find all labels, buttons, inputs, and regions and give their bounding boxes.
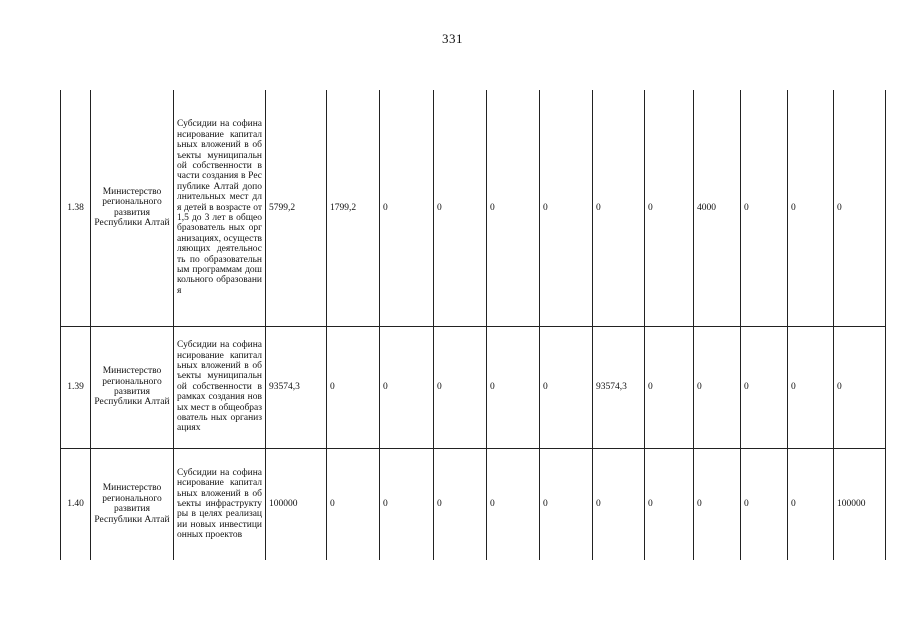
description-cell: Субсидии на софинансирование капитальных вложений в объекты муниципальной собственности в части создания в Республике Алтай дополнительных мест для детей в возрасте от 1,5 до 3 лет в общеобразователь ных организациях, осуществляющих деятельность по образовательным программам дошкольного образования	[174, 90, 266, 326]
organization-cell: Министерство регионального развития Республики Алтай	[91, 326, 174, 448]
row-number: 1.40	[61, 448, 91, 560]
value-cell: 0	[434, 90, 487, 326]
table-row	[61, 90, 886, 326]
value-cell: 0	[327, 326, 380, 448]
value-cell: 0	[380, 326, 434, 448]
value-cell: 100000	[834, 448, 886, 560]
budget-table	[60, 90, 886, 560]
description-cell: Субсидии на софинансирование капитальных вложений в объекты инфраструктуры в целях реализации новых инвестиционных проектов	[174, 448, 266, 560]
value-cell: 0	[487, 448, 540, 560]
value-cell: 100000	[266, 448, 327, 560]
organization-cell: Министерство регионального развития Республики Алтай	[91, 448, 174, 560]
value-cell: 0	[694, 448, 741, 560]
value-cell: 0	[540, 326, 593, 448]
value-cell: 0	[380, 448, 434, 560]
value-cell: 0	[834, 90, 886, 326]
value-cell: 0	[694, 326, 741, 448]
value-cell: 93574,3	[593, 326, 645, 448]
description-cell: Субсидии на софинансирование капитальных вложений в объекты муниципальной собственности в рамках создания новых мест в общеобразователь ных организациях	[174, 326, 266, 448]
value-cell: 0	[380, 90, 434, 326]
value-cell: 0	[327, 448, 380, 560]
value-cell: 93574,3	[266, 326, 327, 448]
value-cell: 0	[741, 326, 788, 448]
value-cell: 0	[788, 90, 834, 326]
row-number: 1.38	[61, 90, 91, 326]
value-cell: 0	[645, 326, 694, 448]
value-cell: 0	[593, 90, 645, 326]
value-cell: 0	[741, 448, 788, 560]
page-number: 331	[442, 31, 463, 46]
value-cell: 0	[487, 90, 540, 326]
value-cell: 0	[540, 90, 593, 326]
table-row	[61, 326, 886, 448]
value-cell: 0	[645, 448, 694, 560]
value-cell: 0	[741, 90, 788, 326]
organization-cell: Министерство регионального развития Республики Алтай	[91, 90, 174, 326]
value-cell: 0	[645, 90, 694, 326]
value-cell: 0	[487, 326, 540, 448]
value-cell: 0	[540, 448, 593, 560]
value-cell: 1799,2	[327, 90, 380, 326]
table-row	[61, 448, 886, 560]
value-cell: 0	[834, 326, 886, 448]
value-cell: 0	[434, 448, 487, 560]
value-cell: 0	[788, 326, 834, 448]
value-cell: 4000	[694, 90, 741, 326]
row-number: 1.39	[61, 326, 91, 448]
value-cell: 5799,2	[266, 90, 327, 326]
value-cell: 0	[434, 326, 487, 448]
value-cell: 0	[593, 448, 645, 560]
value-cell: 0	[788, 448, 834, 560]
